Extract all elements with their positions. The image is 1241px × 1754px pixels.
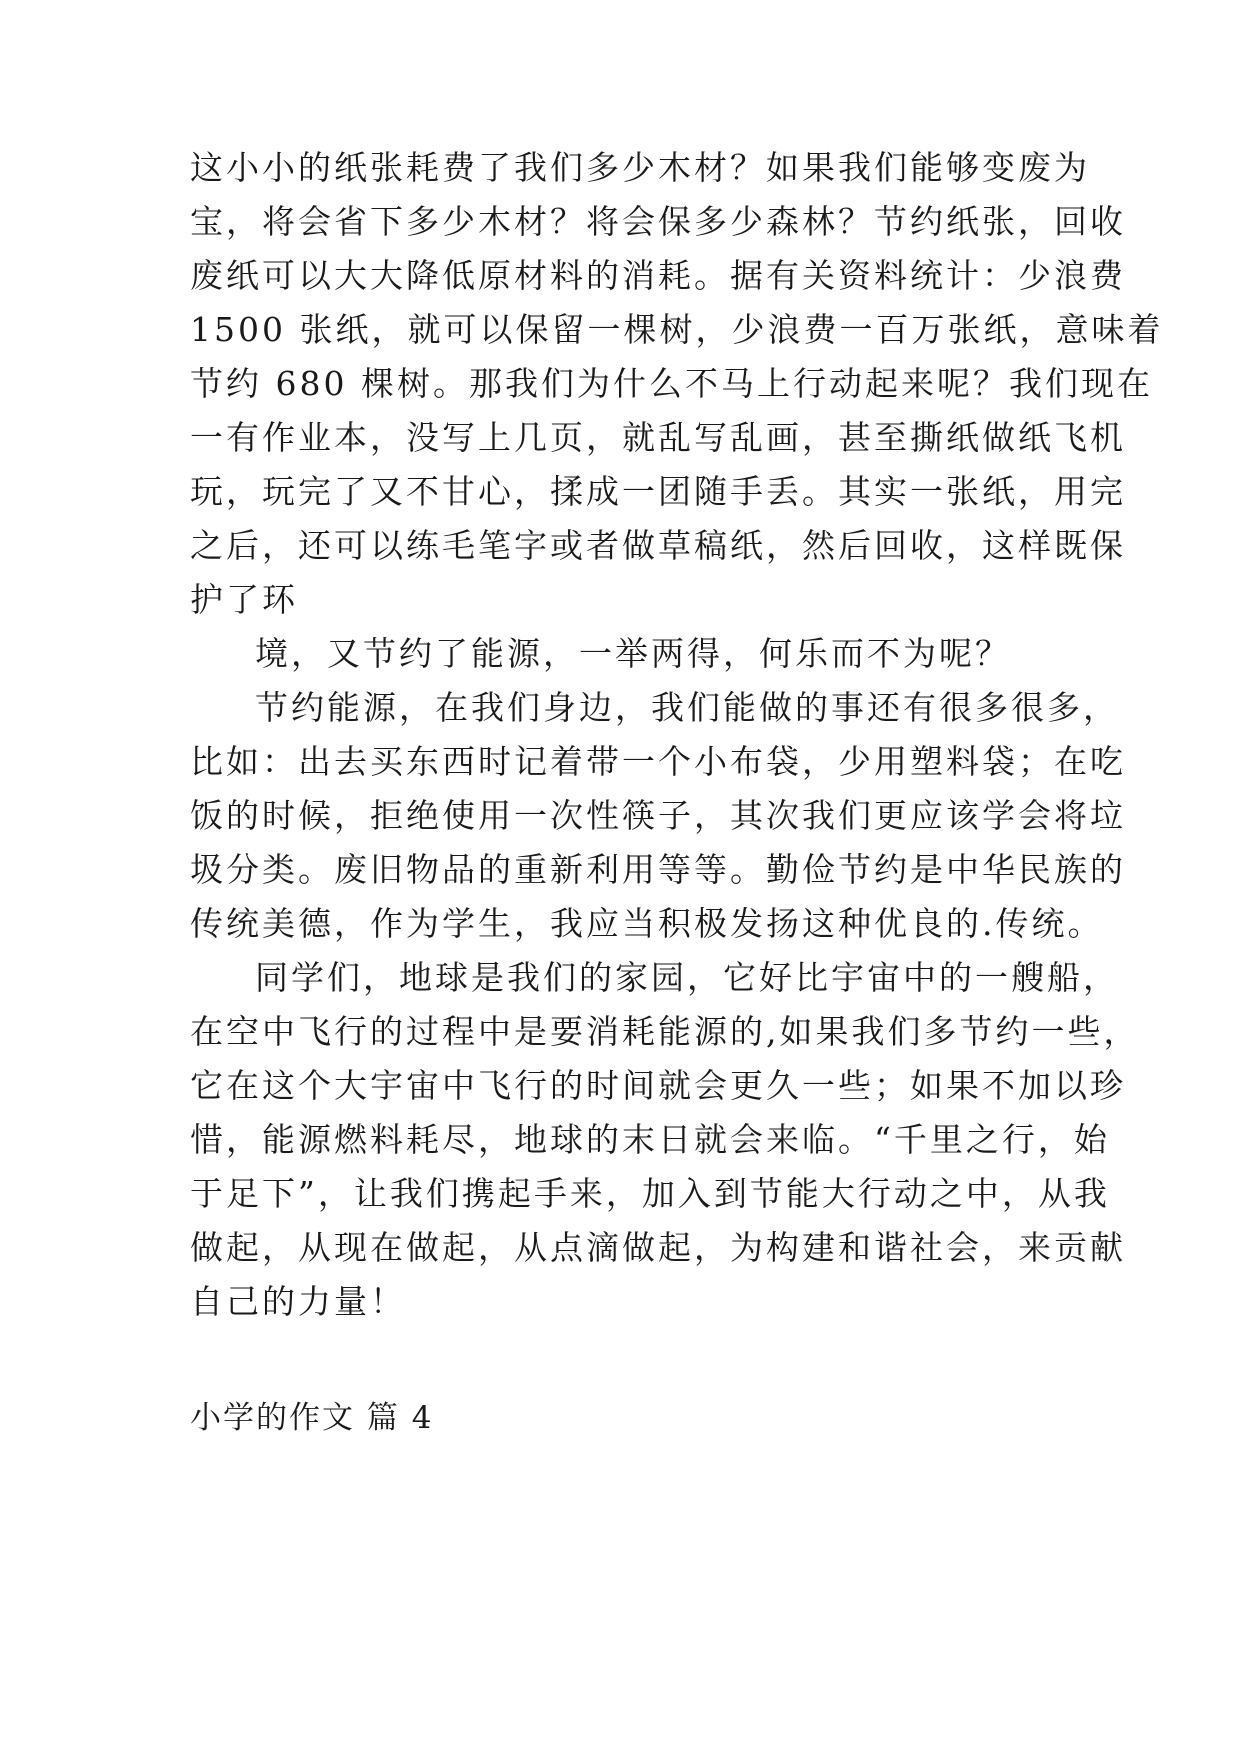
paragraph-4-line-3: 它在这个大宇宙中飞行的时间就会更久一些；如果不加以珍 — [190, 1066, 1126, 1105]
paragraph-1-line-8: 之后，还可以练毛笔字或者做草稿纸，然后回收，这样既保 — [190, 526, 1126, 565]
paragraph-1-line-5: 节约 680 棵树。那我们为什么不马上行动起来呢？我们现在 — [190, 364, 1153, 403]
paragraph-4-line-2: 在空中飞行的过程中是要消耗能源的,如果我们多节约一些， — [190, 1012, 1140, 1051]
paragraph-1-line-9: 护了环 — [190, 580, 298, 619]
paragraph-4-line-4: 惜，能源燃料耗尽，地球的末日就会来临。“千里之行，始 — [190, 1120, 1110, 1159]
paragraph-3-line-2: 比如：出去买东西时记着带一个小布袋，少用塑料袋；在吃 — [190, 742, 1126, 781]
section-heading: 小学的作文 篇 4 — [190, 1400, 434, 1436]
paragraph-4-line-6: 做起，从现在做起，从点滴做起，为构建和谐社会，来贡献 — [190, 1228, 1126, 1267]
paragraph-1-line-4: 1500 张纸，就可以保留一棵树，少浪费一百万张纸，意味着 — [190, 310, 1164, 349]
paragraph-1-line-7: 玩，玩完了又不甘心，揉成一团随手丢。其实一张纸，用完 — [190, 472, 1126, 511]
paragraph-3-line-4: 圾分类。废旧物品的重新利用等等。勤俭节约是中华民族的 — [190, 850, 1126, 889]
paragraph-1-line-6: 一有作业本，没写上几页，就乱写乱画，甚至撕纸做纸飞机 — [190, 418, 1126, 457]
paragraph-1-line-2: 宝，将会省下多少木材？将会保多少森林？节约纸张，回收 — [190, 202, 1126, 241]
paragraph-3-line-3: 饭的时候，拒绝使用一次性筷子，其次我们更应该学会将垃 — [190, 796, 1126, 835]
paragraph-4-line-5: 于足下”，让我们携起手来，加入到节能大行动之中，从我 — [190, 1174, 1110, 1213]
paragraph-3-line-1: 节约能源，在我们身边，我们能做的事还有很多很多， — [255, 688, 1119, 727]
paragraph-4-line-7: 自己的力量！ — [190, 1282, 406, 1321]
paragraph-3-line-5: 传统美德，作为学生，我应当积极发扬这种优良的.传统。 — [190, 904, 1104, 943]
paragraph-2-line-1: 境，又节约了能源，一举两得，何乐而不为呢？ — [255, 634, 1011, 673]
paragraph-4-line-1: 同学们，地球是我们的家园，它好比宇宙中的一艘船， — [255, 958, 1119, 997]
paragraph-1-line-3: 废纸可以大大降低原材料的消耗。据有关资料统计：少浪费 — [190, 256, 1126, 295]
paragraph-1-line-1: 这小小的纸张耗费了我们多少木材？如果我们能够变废为 — [190, 148, 1090, 187]
